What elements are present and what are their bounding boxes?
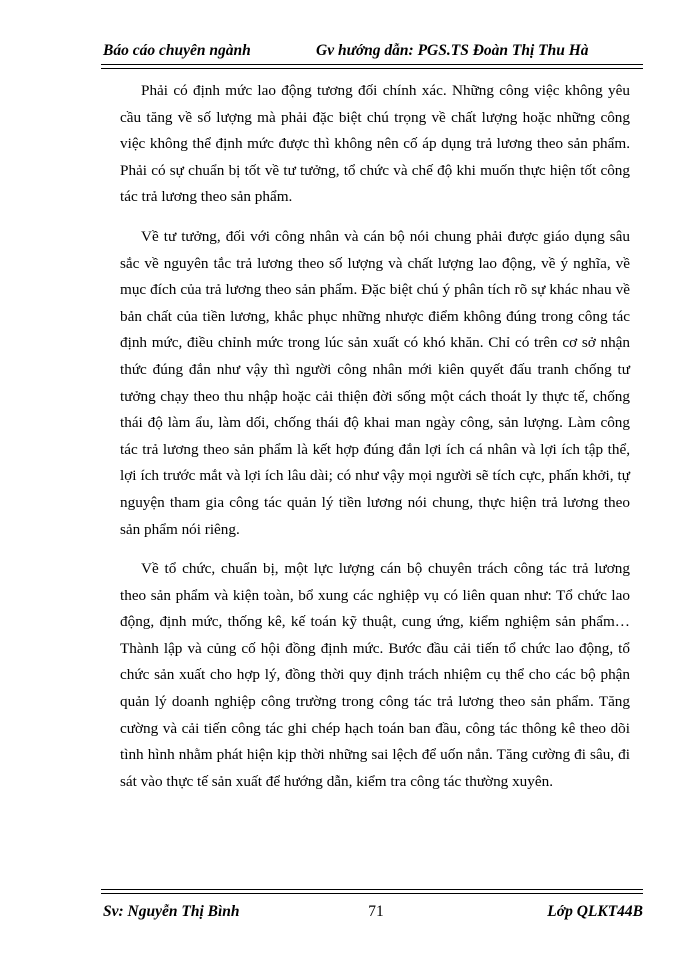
paragraph: Về tư tưởng, đối với công nhân và cán bộ nói chung phải được giáo dụng sâu sắc về nguyên tắc trả lương theo số lượng và chất lượng lao động, về ý nghĩa, về mục đích của trả lương theo sản phẩm. Đặc biệt chú ý phân tích rõ sự khác nhau về bản chất của tiền lương, khắc phục những nhược điểm không đúng trong công tác định mức, điều chỉnh mức trong lúc sản xuất có khó khăn. Chỉ có trên cơ sở nhận thức đúng đắn như vậy thì người công nhân mới kiên quyết đấu tranh chống tư tưởng chạy theo thu nhập hoặc cải thiện đời sống một cách thoát ly thực tế, chống thái độ làm ẩu, làm dối, chống thái độ khai man ngày công, sản lượng. Làm công tác trả lương theo sản phẩm là kết hợp đúng đắn lợi ích cá nhân và lợi ích tập thể, lợi ích trước mắt và lợi ích lâu dài; có như vậy mọi người sẽ tích cực, phấn khởi, tự nguyện tham gia công tác quản lý tiền lương nói chung, thực hiện trả lương theo sản phẩm nói riêng.	[120, 227, 630, 538]
header-rule-top	[101, 64, 643, 65]
page-footer	[101, 897, 643, 927]
footer-rule-top	[101, 889, 643, 890]
page-header	[101, 38, 643, 64]
paragraph: Phải có định mức lao động tương đối chính xác. Những công việc không yêu cầu tăng về số lượng mà phải đặc biệt chú trọng về chất lượng hoặc những công việc không thể định mức được thì không nên cố áp dụng trả lương theo sản phẩm. Phải có sự chuẩn bị tốt về tư tưởng, tổ chức và chế độ khi muốn thực hiện tốt công tác trả lương theo sản phẩm.	[120, 82, 630, 206]
body-text	[120, 78, 630, 808]
footer-rule-bottom	[101, 893, 643, 894]
page-number: 71	[368, 903, 384, 920]
header-rule-bottom	[101, 68, 643, 69]
header-report-title: Báo cáo chuyên ngành	[103, 42, 251, 59]
header-advisor: Gv hướng dẫn: PGS.TS Đoàn Thị Thu Hà	[316, 42, 589, 59]
footer-student-name: Sv: Nguyễn Thị Bình	[103, 903, 240, 920]
paragraph: Về tổ chức, chuẩn bị, một lực lượng cán bộ chuyên trách công tác trả lương theo sản phẩm và kiện toàn, bổ xung các nghiệp vụ có liên quan như: Tổ chức lao động, định mức, thống kê, kế toán kỹ thuật, cung ứng, kiểm nghiệm sản phẩm…Thành lập và củng cố hội đồng định mức. Bước đầu cải tiến tổ chức lao động, tổ chức sản xuất cho hợp lý, đồng thời quy định trách nhiệm cụ thể cho các bộ phận quản lý doanh nghiệp công trường trong công tác trả lương theo sản phẩm. Tăng cường và cải tiến công tác ghi chép hạch toán ban đầu, công tác thông kê theo dõi tình hình nhằm phát hiện kịp thời những sai lệch để uốn nắn. Tăng cường đi sâu, đi sát vào thực tế sản xuất để hướng dẫn, kiểm tra công tác thường xuyên.	[120, 560, 630, 790]
footer-class: Lớp QLKT44B	[547, 903, 643, 920]
